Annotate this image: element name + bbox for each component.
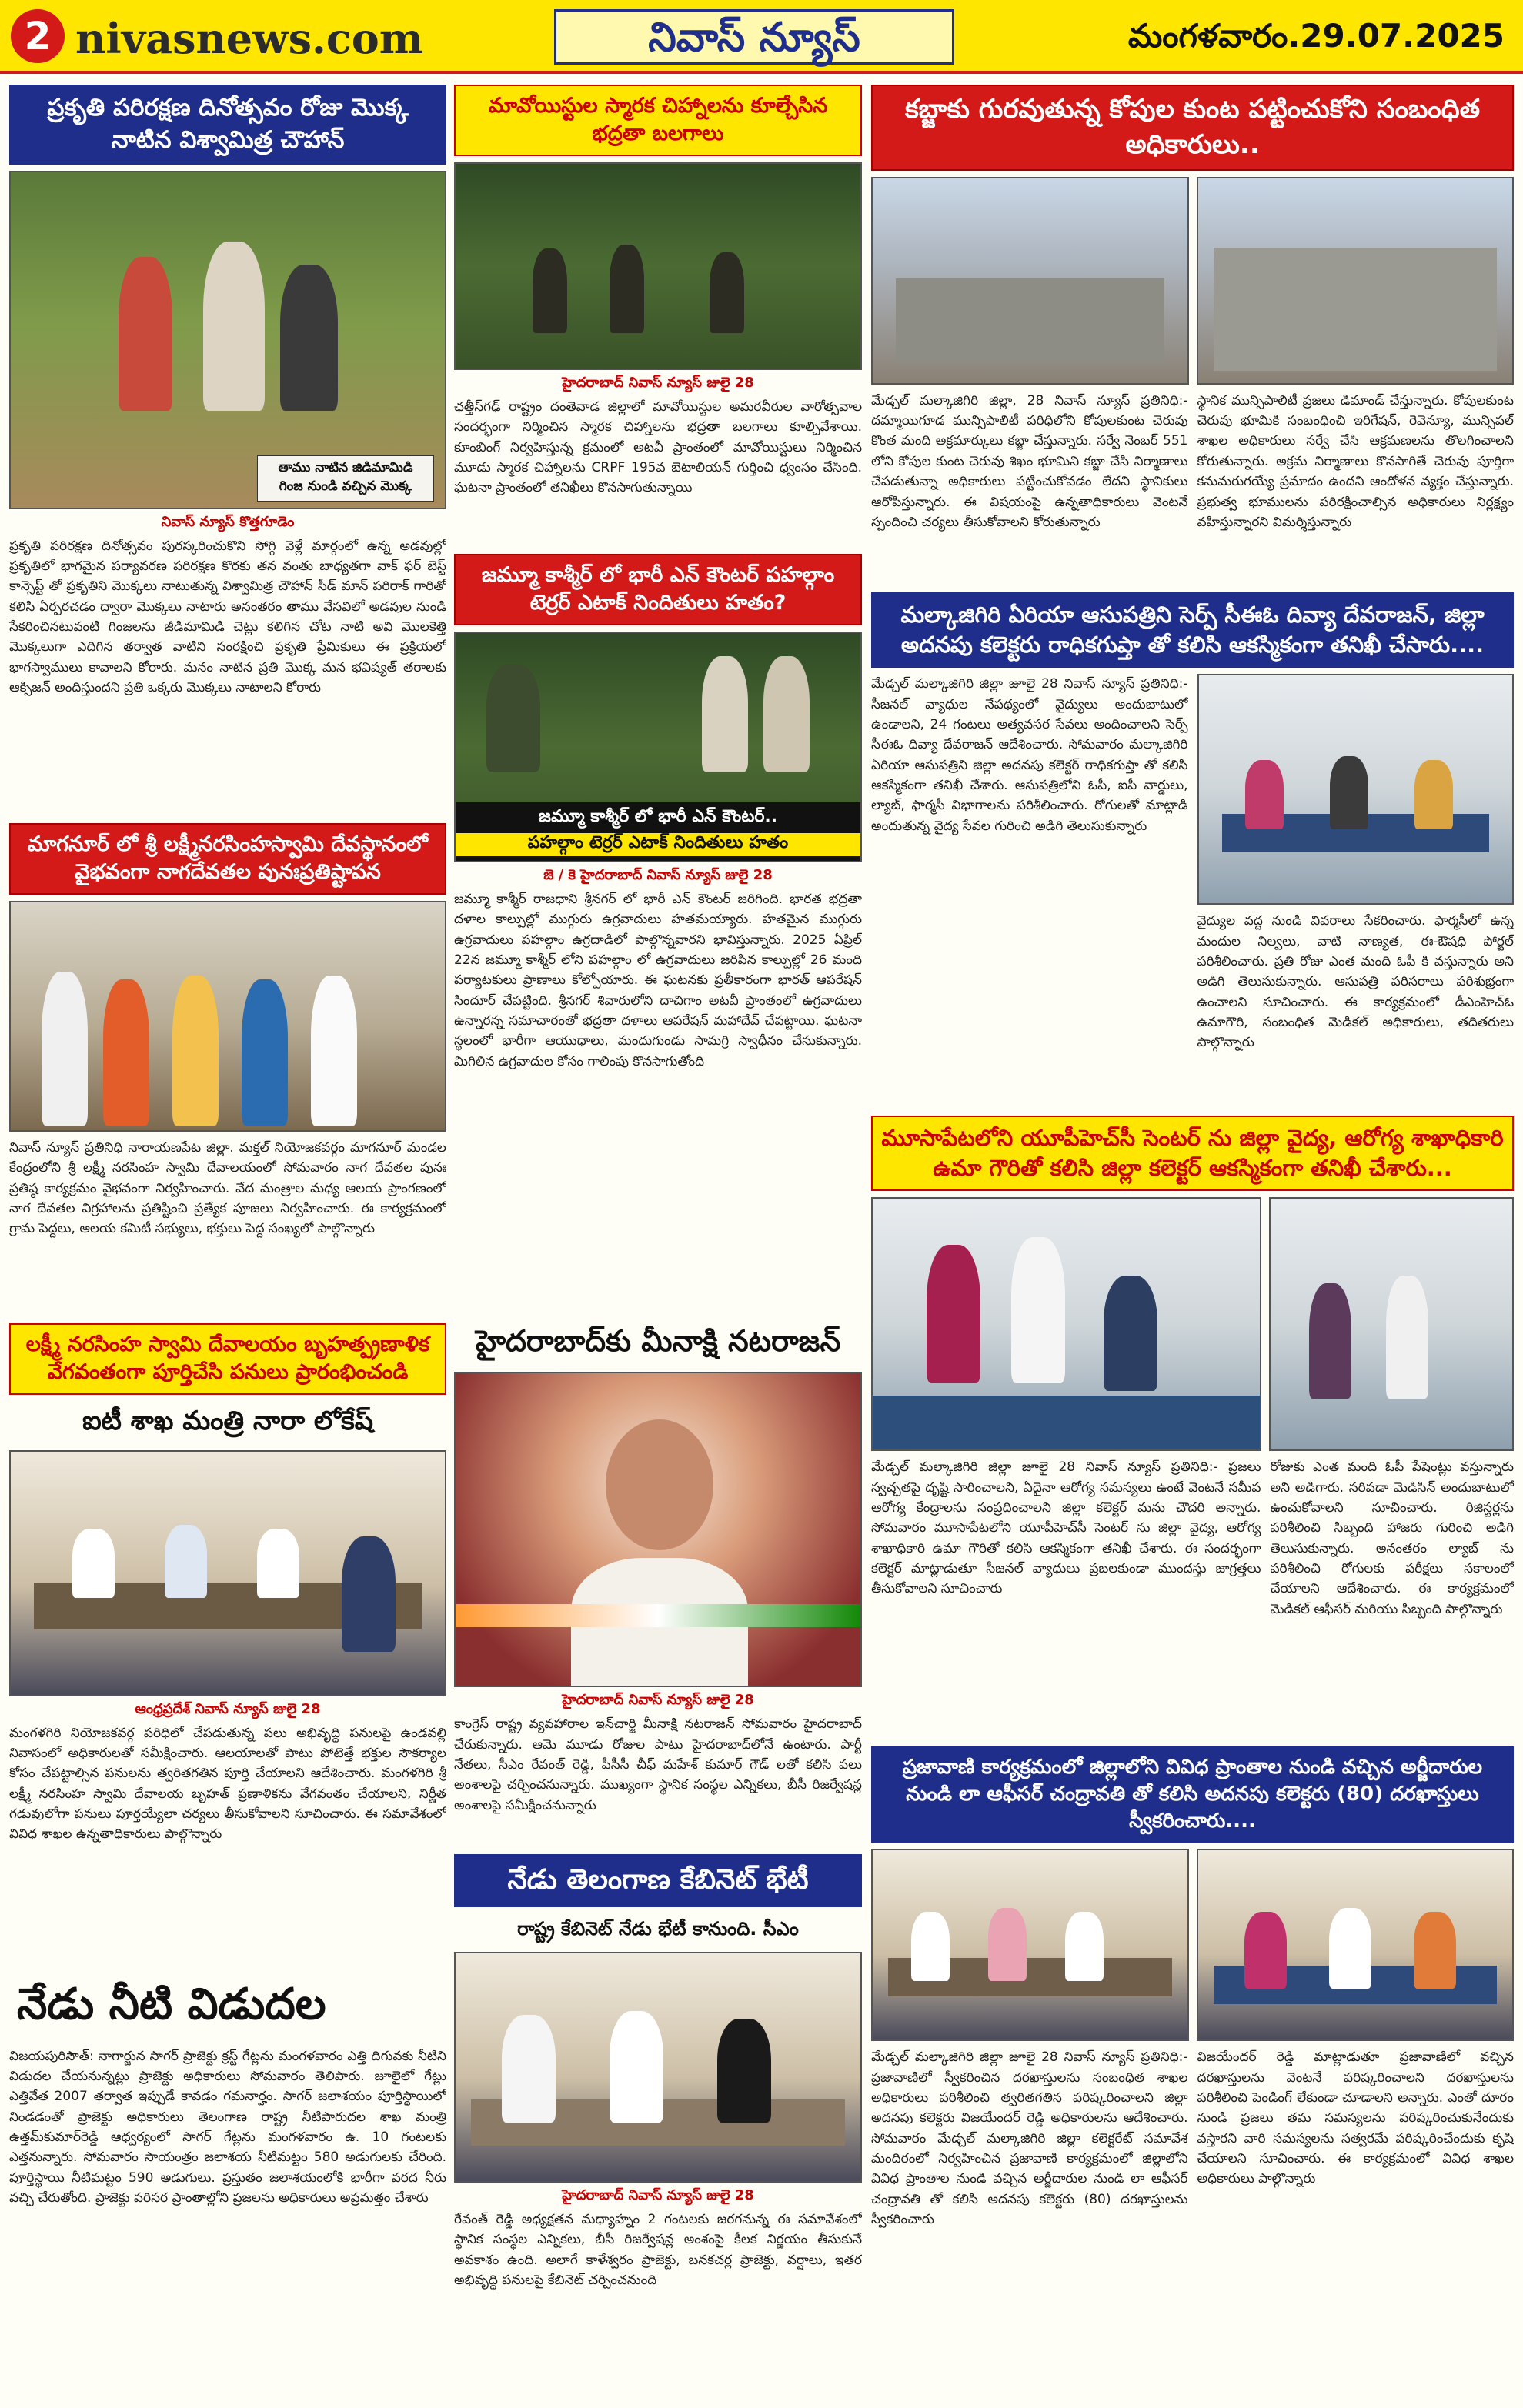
headline: మావోయిస్టుల స్మారక చిహ్నాలను కూల్చేసిన భద్రతా బలగాలు [454, 85, 862, 156]
headline: మల్కాజిగిరి ఏరియా ఆసుపత్రిని సెర్ప్ సీఈఓ దివ్యా దేవరాజన్, జిల్లా అదనపు కలెక్టరు రాధికగుప్తా తో కలిసి ఆకస్మికంగా తనిఖీ చేసారు.... [871, 592, 1514, 668]
headline: లక్ష్మీ నరసింహ స్వామి దేవాలయం బృహత్ప్రణాళిక వేగవంతంగా పూర్తిచేసి పనులు ప్రారంభించండి [9, 1323, 446, 1395]
story-naga-devata [9, 823, 446, 1338]
headline: జమ్మూ కాశ్మీర్ లో భారీ ఎన్ కౌంటర్ పహల్గాం టెర్రర్ ఎటాక్ నిందితులు హతం? [454, 554, 862, 625]
headline: మూసాపేటలోని యూపీహెచ్‌సీ సెంటర్ ను జిల్లా వైద్య, ఆరోగ్య శాఖాధికారి ఉమా గౌరితో కలిసి జిల్లా కలెక్టర్ ఆకస్మికంగా తనిఖీ చేశారు... [871, 1116, 1514, 1191]
column-left [9, 85, 446, 2400]
article-body: కాంగ్రెస్ రాష్ట్ర వ్యవహారాల ఇన్‌చార్జి మీనాక్షి నటరాజన్ సోమవారం హైదరాబాద్ చేరుకున్నారు. ఆమె మూడు రోజుల పాటు హైదరాబాద్‌లోనే ఉంటారు. పార్టీ నేతలు, సీఎం రేవంత్ రెడ్డి, పీసీసీ చీఫ్ మహేశ్ కుమార్ గౌడ్ లతో కలిసి పలు అంశాలపై చర్చించనున్నారు. ముఖ్యంగా స్థానిక సంస్థల ఎన్నికలు, బీసీ రిజర్వేషన్ల అంశాలపై సమీక్షించనున్నారు [454, 1716, 862, 1813]
article-body: ప్రకృతి పరిరక్షణ దినోత్సవం పురస్కరించుకొని సోగ్గి వెళ్లే మార్గంలో ఉన్న అడవుల్లో ప్రకృతిలో భాగమైన పర్యావరణ పరిరక్షణ కొరకు తన వంతు బాధ్యతగా వాక్ ఫర్ బెస్ట్ కాన్సెప్ట్ తో ప్రకృతిని మొక్కలు నాటుతున్న విశ్వామిత్ర చౌహాన్ సీడ్ మాన్ పరిరాక్ గారితో కలిసి ఏర్పరచడం ద్వారా మొక్కలు నాటారు అనంతరం తాము వేసవిలో అడవుల నుండి సేకరించినటువంటి గింజలను జీడిమామిడి చెట్లు కలిగిన చోట నాటి అవి మొలకెత్తి మొక్కలుగా ఎదిగిన తర్వాత వాటిని సంరక్షించి ప్రకృతి ప్రేమికులు ఈ ప్రక్రియలో భాగస్వాములు కావాలని కోరారు. మనం నాటిన ప్రతి మొక్క మన భవిష్యత్ తరాలకు ఆక్సిజన్ అందిస్తుందని ప్రతి ఒక్కరు మొక్కలు నాటాలని కోరారు [9, 538, 446, 696]
dateline: ఆంధ్రప్రదేశ్ నివాస్ న్యూస్ జులై 28 [135, 1700, 321, 1717]
story-prajavani [871, 1746, 1514, 2378]
column-right [871, 85, 1514, 2400]
story-photo [454, 162, 862, 370]
subhead: రాష్ట్ర కేబినెట్ నేడు భేటీ కానుంది. సీఎం [517, 1917, 799, 1939]
headline: నేడు నీటి విడుదల [17, 1979, 326, 2029]
story-photo [454, 632, 862, 862]
column-middle [454, 85, 862, 2400]
article-body-left: మేడ్చల్ మల్కాజిగిరి జిల్లా జూలై 28 నివాస్ న్యూస్ ప్రతినిధి:- సీజనల్ వ్యాధుల నేపథ్యంలో వైద్యులు అందుబాటులో ఉండాలని, 24 గంటలు అత్యవసర సేవలు అందించాలని సెర్ప్ సీఈఓ దివ్యా దేవరాజన్ ఆదేశించారు. సోమవారం మల్కాజిగిరి ఏరియా ఆసుపత్రిని జిల్లా అదనపు కలెక్టర్ రాధికగుప్తా తో కలిసి ఆకస్మికంగా తనిఖీ చేశారు. ఆసుపత్రిలోని ఓపీ, ఐపీ వార్డులు, ల్యాబ్, ఫార్మసీ విభాగాలను పరిశీలించారు. రోగులతో మాట్లాడి అందుతున్న వైద్య సేవల గురించి అడిగి తెలుసుకున్నారు [871, 676, 1188, 834]
subhead: ఐటీ శాఖ మంత్రి నారా లోకేష్ [82, 1405, 374, 1436]
story-photo-right [1197, 177, 1515, 385]
article-body: జమ్మూ కాశ్మీర్ రాజధాని శ్రీనగర్ లో భారీ ఎన్ కౌంటర్ జరిగింది. భారత భద్రతా దళాల కాల్పుల్లో ముగ్గురు ఉగ్రవాదులు హతమయ్యారు. హతమైన ముగ్గురు ఉగ్రవాదులు పహల్గాం ఉగ్రదాడిలో పాల్గొన్నవారని భావిస్తున్నారు. 2025 ఏప్రిల్ 22న జమ్మూ కాశ్మీర్ లోని పహల్గాం లో ఉగ్రవాదులు జరిపిన కాల్పుల్లో 26 మంది పర్యాటకులు ప్రాణాలు కోల్పోయారు. ఈ ఘటనకు ప్రతీకారంగా భారత్ ఆపరేషన్ సిందూర్ చేపట్టింది. శ్రీనగర్ శివారులోని దాచిగాం అటవీ ప్రాంతంలో ఉగ్రవాదులు ఉన్నారన్న సమాచారంతో భద్రతా దళాలు ఆపరేషన్ మహాదేవ్ చేపట్టాయి. ఘటనా స్థలంలో భారీగా ఆయుధాలు, మందుగుండు సామగ్రి స్వాధీనం చేసుకున్నారు. మిగిలిన ఉగ్రవాదుల కోసం గాలింపు కొనసాగుతోంది [454, 891, 862, 1069]
article-body: నివాస్ న్యూస్ ప్రతినిధి నారాయణపేట జిల్లా. మక్తల్ నియోజకవర్గం మాగనూర్ మండల కేంద్రంలోని శ్రీ లక్ష్మీ నరసింహ స్వామి దేవాలయంలో సోమవారం నాగ దేవతల పునః ప్రతిష్ఠ కార్యక్రమం వైభవంగా నిర్వహించారు. వేద మంత్రాల మధ్య ఆలయ ప్రాంగణంలో నాగ దేవతల విగ్రహాలను ప్రతిష్టించి ప్రత్యేక పూజలు నిర్వహించారు. ఈ కార్యక్రమంలో గ్రామ పెద్దలు, ఆలయ కమిటీ సభ్యులు, భక్తులు పెద్ద సంఖ్యలో పాల్గొన్నారు [9, 1139, 446, 1237]
story-photo [9, 901, 446, 1132]
headline: నేడు తెలంగాణ కేబినెట్ భేటీ [454, 1854, 862, 1907]
paper-name: నివాస్ న్యూస్ [554, 9, 954, 65]
photo-banner-line1: జమ్మూ కాశ్మీర్ లో భారీ ఎన్ కౌంటర్.. [538, 806, 778, 826]
photo-banner [456, 802, 860, 861]
article-body-right: వైద్యుల వద్ద నుండి వివరాలు సేకరించారు. ఫార్మసీలో ఉన్న మందుల నిల్వలు, వాటి నాణ్యత, ఈ-ఔషధి పోర్టల్ పరిశీలించారు. ప్రతి రోజు ఎంత మంది ఓపీ కి వస్తున్నారు అని అడిగి తెలుసుకున్నారు. ఆసుపత్రి పరిసరాలు పరిశుభ్రంగా ఉంచాలని సూచించారు. ఈ కార్యక్రమంలో డీఎంహెచ్ఓ ఉమాగౌరి, సంబంధిత మెడికల్ అధికారులు, తదితరులు పాల్గొన్నారు [1197, 913, 1514, 1051]
story-water-release [9, 1969, 446, 2408]
article-body: రేవంత్ రెడ్డి అధ్యక్షతన మధ్యాహ్నం 2 గంటలకు జరగనున్న ఈ సమావేశంలో స్థానిక సంస్థల ఎన్నికలు, బీసీ రిజర్వేషన్ల అంశంపై కీలక నిర్ణయం తీసుకునే అవకాశం ఉంది. అలాగే కాళేశ్వరం ప్రాజెక్టు, బనకచర్ల ప్రాజెక్టు, వర్షాలు, ఇతర అభివృద్ధి పనులపై కేబినెట్ చర్చించనుంది [454, 2211, 862, 2289]
headline: మాగనూర్ లో శ్రీ లక్ష్మీనరసింహస్వామి దేవస్థానంలో వైభవంగా నాగదేవతల పునఃప్రతిష్టాపన [9, 823, 446, 895]
story-maoist-memorials [454, 85, 862, 532]
story-photo-left [871, 1849, 1189, 2041]
page-number: 2 [11, 9, 65, 63]
story-photo-left [871, 1197, 1261, 1451]
headline: హైదరాబాద్‌కు మీనాక్షి నటరాజన్ [475, 1324, 841, 1358]
story-telangana-cabinet [454, 1854, 862, 2356]
article-body-right: విజయేందర్ రెడ్డి మాట్లాడుతూ ప్రజావాణిలో వచ్చిన దరఖాస్తులను వెంటనే పరిష్కరించాలని దరఖాస్తులను పరిశీలించి పెండింగ్ లేకుండా చూడాలని అన్నారు. ఎంతో దూరం నుండి ప్రజలు తమ సమస్యలను పరిష్కరించుకునేందుకు వస్తారని వారి సమస్యలను సత్వరమే పరిష్కరించేందుకు కృషి చేయాలని సూచించారు. ఈ కార్యక్రమంలో వివిధ శాఖల అధికారులు పాల్గొన్నారు [1197, 2049, 1514, 2187]
story-photo [9, 171, 446, 509]
story-meenakshi-natarajan [454, 1316, 862, 1849]
story-plant-sapling [9, 85, 446, 736]
story-photo [454, 1952, 862, 2183]
photo-caption: తాము నాటిన జిడిమామిడి గింజ నుండి వచ్చిన మొక్క [257, 455, 434, 502]
site-name[interactable]: nivasnews.com [75, 14, 423, 63]
dateline: హైదరాబాద్ నివాస్ న్యూస్ జులై 28 [562, 1692, 754, 1709]
headline: ప్రజావాణి కార్యక్రమంలో జిల్లాలోని వివిధ ప్రాంతాల నుండి వచ్చిన అర్జీదారుల నుండి లా ఆఫీసర్ చంద్రావతి తో కలిసి అదనపు కలెక్టరు (80) దరఖాస్తులు స్వీకరించారు.... [871, 1746, 1514, 1843]
dateline: నివాస్ న్యూస్ కొత్తగూడెం [161, 513, 295, 530]
story-photo-left [871, 177, 1189, 385]
story-lakshmi-narasimha [9, 1323, 446, 1954]
story-photo [1197, 674, 1515, 905]
dateline: హైదరాబాద్ నివాస్ న్యూస్ జులై 28 [562, 2186, 754, 2203]
story-photo [9, 1450, 446, 1696]
headline: కబ్జాకు గురవుతున్న కోపుల కుంట పట్టించుకోని సంబంధిత అధికారులు.. [871, 85, 1514, 171]
story-malkajgiri-hospital [871, 592, 1514, 1105]
photo-banner-line2: పహల్గాం టెర్రర్ ఎటాక్ నిందితులు హతం [456, 833, 860, 856]
story-photo-right [1197, 1849, 1515, 2041]
story-moosapet-uphc [871, 1116, 1514, 1749]
article-body-left: మేడ్చల్ మల్కాజిగిరి జిల్లా జూలై 28 నివాస్ న్యూస్ ప్రతినిధి:- ప్రజావాణిలో స్వీకరించిన దరఖాస్తులను సంబంధిత శాఖల అధికారులు పరిశీలించి త్వరితగతిన పరిష్కరించాలని జిల్లా అదనపు కలెక్టరు విజయేందర్ రెడ్డి అధికారులను ఆదేశించారు. సోమవారం మేడ్చల్ మల్కాజిగిరి జిల్లా కలెక్టరేట్ సమావేశ మందిరంలో నిర్వహించిన ప్రజావాణి కార్యక్రమంలో జిల్లాలోని వివిధ ప్రాంతాల నుండి వచ్చిన అర్జీదారుల నుండి లా ఆఫీసర్ చంద్రావతి తో కలిసి అదనపు కలెక్టరు (80) దరఖాస్తులను స్వీకరించారు [871, 2049, 1188, 2228]
story-jk-encounter [454, 554, 862, 1251]
dateline: హైదరాబాద్ నివాస్ న్యూస్ జులై 28 [562, 374, 754, 391]
article-body-right: స్థానిక మున్సిపాలిటీ ప్రజలు డిమాండ్ చేస్తున్నారు. కోపులకుంట చెరువు భూమికి సంబంధించి ఇరిగేషన్, రెవెన్యూ, మున్సిపల్ శాఖల అధికారులు సర్వే చేసి ఆక్రమణలను తొలగించాలని కోరుతున్నారు. అక్రమ నిర్మాణాలు కొనసాగితే చెరువు పూర్తిగా కనుమరుగయ్యే ప్రమాదం ఉందని ఆందోళన వ్యక్తం చేస్తున్నారు. ప్రభుత్వ భూములను పరిరక్షించాల్సిన అధికారులు నిర్లక్ష్యం వహిస్తున్నారని విమర్శిస్తున్నారు [1197, 392, 1514, 530]
story-photo [454, 1372, 862, 1687]
article-body-left: మేడ్చల్ మల్కాజిగిరి జిల్లా, 28 నివాస్ న్యూస్ ప్రతినిధి:- దమ్మాయిగూడ మున్సిపాలిటీ పరిధిలోని కోపులకుంట చెరువు కొంత మంది అక్రమార్కులు కబ్జా చేస్తున్నారు. సర్వే నెంబర్ 551 లోని కోపుల కుంట చెరువు శిఖం భూమిని కబ్జా చేసి నిర్మాణాలు చేపడుతున్నా అధికారులు పట్టించుకోవడం లేదని స్థానికులు ఆరోపిస్తున్నారు. ఈ విషయంపై ఉన్నతాధికారులు వెంటనే స్పందించి చర్యలు తీసుకోవాలని కోరుతున్నారు [871, 392, 1188, 530]
article-body: ఛత్తీస్‌గఢ్ రాష్ట్రం దంతెవాడ జిల్లాలో మావోయిస్టుల అమరవీరుల వారోత్సవాల సందర్భంగా నిర్మించిన స్మారక చిహ్నాలను భద్రతా బలగాలు కూల్చివేశాయి. కూంబింగ్ నిర్వహిస్తున్న క్రమంలో అటవీ ప్రాంతంలో మావోయిస్టులు నిర్మించిన మూడు స్మారక చిహ్నాలను CRPF 195వ బెటాలియన్ గుర్తించి ధ్వంసం చేసింది. ఘటనా ప్రాంతంలో తనిఖీలు కొనసాగుతున్నాయి [454, 399, 862, 496]
masthead [0, 0, 1523, 74]
article-body-right: రోజుకు ఎంత మంది ఓపీ పేషెంట్లు వస్తున్నారు అని అడిగారు. సరిపడా మెడిసిన్ అందుబాటులో ఉంచుకోవాలని సూచించారు. రిజిస్టర్లను పరిశీలించి సిబ్బంది హాజరు గురించి అడిగి తెలుసుకున్నారు. అనంతరం ల్యాబ్ ను పరిశీలించి రోగులకు పరీక్షలు సకాలంలో చేయాలని ఆదేశించారు. ఈ కార్యక్రమంలో మెడికల్ ఆఫీసర్ మరియు సిబ్బంది పాల్గొన్నారు [1270, 1459, 1514, 1617]
dateline: జె / కె హైదరాబాద్ నివాస్ న్యూస్ జులై 28 [543, 866, 773, 883]
headline: ప్రకృతి పరిరక్షణ దినోత్సవం రోజు మొక్క నాటిన విశ్వామిత్ర చౌహాన్ [9, 85, 446, 165]
story-photo-right [1269, 1197, 1514, 1451]
story-kopula-kunta [871, 85, 1514, 622]
article-body-left: మేడ్చల్ మల్కాజిగిరి జిల్లా జూలై 28 నివాస్ న్యూస్ ప్రతినిధి:- ప్రజలు స్వచ్ఛతపై దృష్టి సారించాలని, ఏదైనా ఆరోగ్య సమస్యలు ఉంటే వెంటనే సమీప ఆరోగ్య కేంద్రాలను సంప్రదించాలని జిల్లా కలెక్టర్ మను చౌదరి అన్నారు. సోమవారం మూసాపేటలోని యూపీహెచ్‌సీ సెంటర్ ను జిల్లా వైద్య, ఆరోగ్య శాఖాధికారి ఉమా గౌరితో కలిసి ఆకస్మికంగా తనిఖీ చేశారు. ఈ సందర్భంగా కలెక్టర్ మాట్లాడుతూ సీజనల్ వ్యాధులు ప్రబలకుండా ముందస్తు జాగ్రత్తలు తీసుకోవాలని సూచించారు [871, 1459, 1261, 1597]
article-body: మంగళగిరి నియోజకవర్గ పరిధిలో చేపడుతున్న పలు అభివృద్ధి పనులపై ఉండవల్లి నివాసంలో అధికారులతో సమీక్షించారు. ఆలయాలతో పాటు పోటెత్తే భక్తుల సౌకర్యాల కోసం చేపట్టాల్సిన పనులను త్వరితగతిన పూర్తి చేయాలని ఆదేశించారు. మంగళగిరి శ్రీ లక్ష్మీ నరసింహ స్వామి దేవాలయ బృహత్ ప్రణాళికను వేగవంతం చేయాలని, నిర్ణీత గడువులోగా పనులు పూర్తయ్యేలా చర్యలు తీసుకోవాలని సూచించారు. ఈ సమావేశంలో వివిధ శాఖల ఉన్నతాధికారులు పాల్గొన్నారు [9, 1725, 446, 1843]
article-body: విజయపురిసౌత్: నాగార్జున సాగర్ ప్రాజెక్టు క్రస్ట్ గేట్లను మంగళవారం ఎత్తి దిగువకు నీటిని విడుదల చేయనున్నట్లు ప్రాజెక్టు అధికారులు సోమవారం తెలిపారు. జూలైలో గేట్లు ఎత్తివేత 2007 తర్వాత ఇప్పుడే కావడం గమనార్హం. సాగర్ జలాశయం పూర్తిస్థాయిలో నిండడంతో ప్రాజెక్టు అధికారులు తెలంగాణ రాష్ట్ర నీటిపారుదల శాఖ మంత్రి ఉత్తమ్‌కుమార్‌రెడ్డి ఆధ్వర్యంలో సాగర్ గేట్లను మంగళవారం ఉ. 10 గంటలకు ఎత్తనున్నారు. సోమవారం సాయంత్రం జలాశయ నీటిమట్టం 580 అడుగులకు చేరింది. పూర్తిస్థాయి నీటిమట్టం 590 అడుగులు. ప్రస్తుతం జలాశయంలోకి భారీగా వరద నీరు వచ్చి చేరుతోంది. ప్రాజెక్టు పరిసర ప్రాంతాల్లోని ప్రజలను అధికారులు అప్రమత్తం చేశారు [9, 2048, 446, 2206]
issue-date: మంగళవారం.29.07.2025 [1127, 17, 1505, 55]
